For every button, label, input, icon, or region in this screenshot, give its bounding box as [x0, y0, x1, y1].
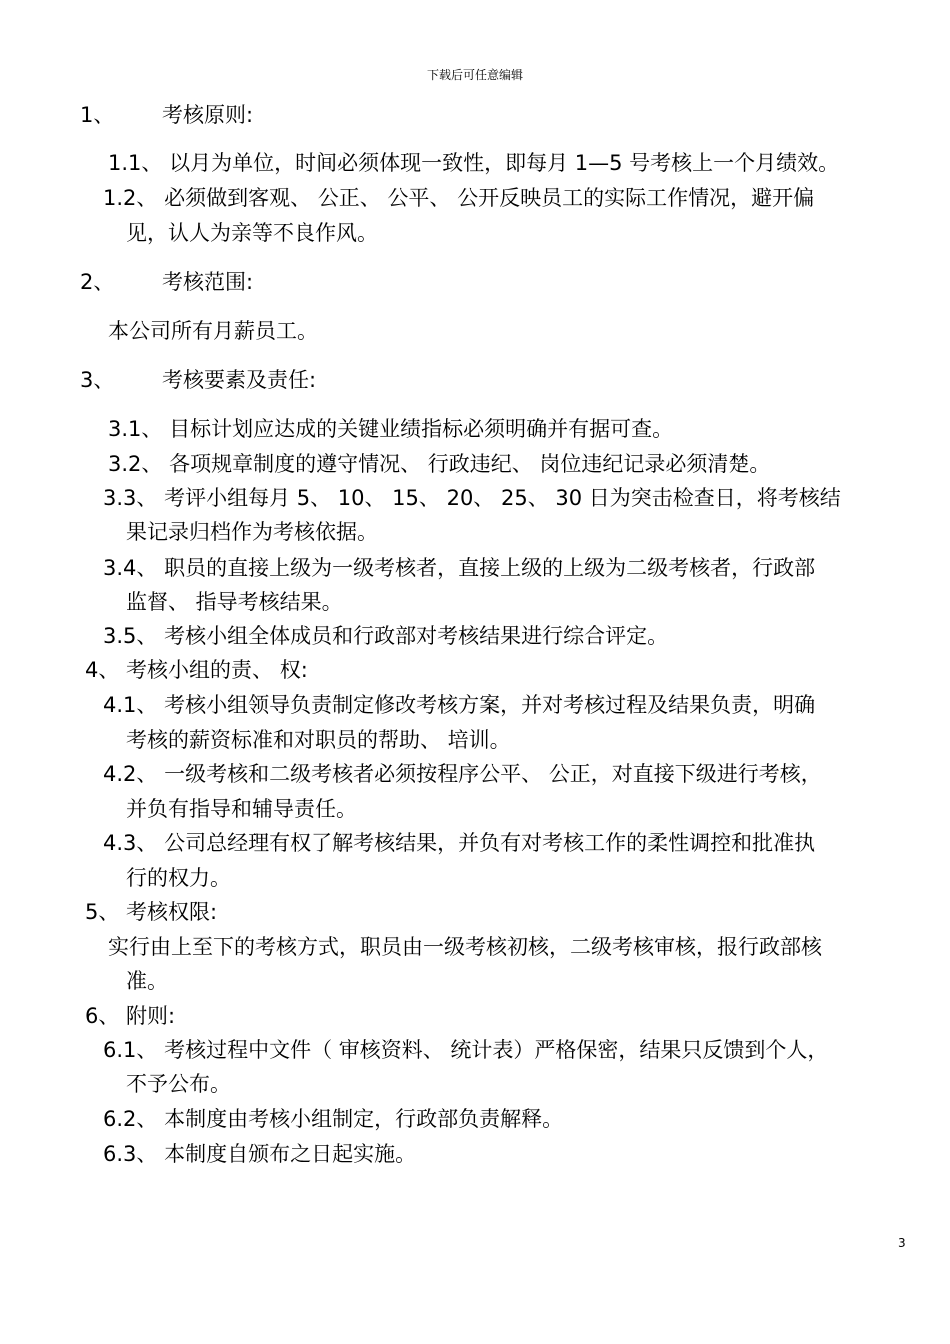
clause-4-2-cont: 并负有指导和辅导责任。 [126, 797, 357, 821]
section-3-title: 考核要素及责任: [162, 368, 317, 392]
clause-3-1: 3.1、 目标计划应达成的关键业绩指标必须明确并有据可查。 [108, 417, 674, 441]
section-5-heading: 5、 考核权限: [85, 900, 218, 924]
clause-6-2: 6.2、 本制度由考核小组制定，行政部负责解释。 [103, 1107, 564, 1131]
section-2-title: 考核范围: [162, 270, 254, 294]
section-5-body: 实行由上至下的考核方式，职员由一级考核初核，二级考核审核，报行政部核 [108, 935, 822, 959]
clause-3-4-cont: 监督、 指导考核结果。 [126, 590, 343, 614]
section-4-heading: 4、 考核小组的责、 权: [85, 658, 308, 682]
section-3-heading [80, 367, 316, 393]
page-number: 3 [898, 1236, 906, 1250]
clause-4-2: 4.2、 一级考核和二级考核者必须按程序公平、 公正，对直接下级进行考核， [103, 762, 822, 786]
section-2-body: 本公司所有月薪员工。 [108, 319, 318, 343]
clause-3-3: 3.3、 考评小组每月 5、 10、 15、 20、 25、 30 日为突击检查日，将考核结 [103, 486, 841, 510]
section-2-number: 2、 [80, 270, 115, 294]
section-3-number: 3、 [80, 368, 115, 392]
section-2-heading [80, 269, 253, 295]
clause-4-1-cont: 考核的薪资标准和对职员的帮助、 培训。 [126, 728, 511, 752]
clause-4-3-cont: 行的权力。 [126, 866, 231, 890]
section-5-body-cont: 准。 [126, 969, 168, 993]
section-6-heading: 6、 附则: [85, 1004, 176, 1028]
page-header: 下载后可任意编辑 [426, 68, 523, 82]
section-1-number: 1、 [80, 103, 115, 127]
clause-3-2: 3.2、 各项规章制度的遵守情况、 行政违纪、 岗位违纪记录必须清楚。 [108, 452, 771, 476]
clause-1-1: 1.1、 以月为单位，时间必须体现一致性，即每月 1—5 号考核上一个月绩效。 [108, 151, 840, 175]
clause-3-5: 3.5、 考核小组全体成员和行政部对考核结果进行综合评定。 [103, 624, 669, 648]
clause-6-3: 6.3、 本制度自颁布之日起实施。 [103, 1142, 417, 1166]
clause-4-3: 4.3、 公司总经理有权了解考核结果，并负有对考核工作的柔性调控和批准执 [103, 831, 816, 855]
clause-1-2: 1.2、 必须做到客观、 公正、 公平、 公开反映员工的实际工作情况，避开偏 [103, 186, 815, 210]
section-1-title: 考核原则: [162, 103, 254, 127]
clause-6-1-cont: 不予公布。 [126, 1072, 231, 1096]
clause-4-1: 4.1、 考核小组领导负责制定修改考核方案，并对考核过程及结果负责，明确 [103, 693, 816, 717]
clause-3-3-cont: 果记录归档作为考核依据。 [126, 520, 378, 544]
clause-1-2-cont: 见，认人为亲等不良作风。 [126, 221, 378, 245]
clause-6-1: 6.1、 考核过程中文件（ 审核资料、 统计表）严格保密，结果只反馈到个人， [103, 1038, 829, 1062]
section-1-heading [80, 102, 253, 128]
clause-3-4: 3.4、 职员的直接上级为一级考核者，直接上级的上级为二级考核者，行政部 [103, 556, 816, 580]
